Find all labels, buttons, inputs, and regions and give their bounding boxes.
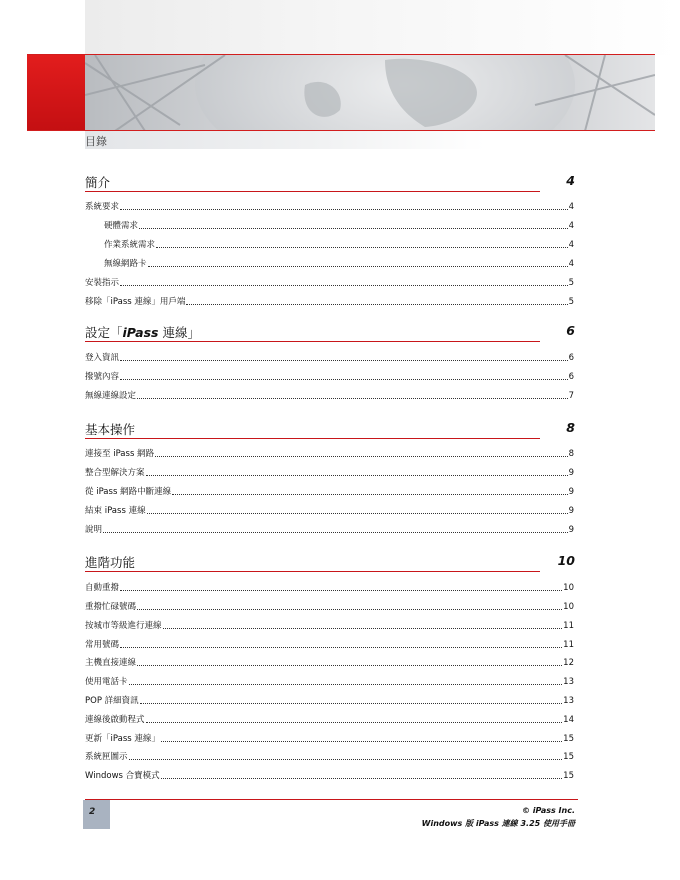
- toc-entry[interactable]: [85, 486, 574, 498]
- toc-label-strip: [85, 131, 485, 149]
- toc-entry-page: 13: [563, 677, 574, 687]
- toc-entry[interactable]: [85, 714, 574, 726]
- section-heading-intro[interactable]: [85, 173, 575, 189]
- toc-entry[interactable]: [85, 505, 574, 517]
- toc-leader-dots: [139, 228, 568, 229]
- toc-entry-label: 系統要求: [85, 202, 120, 212]
- toc-leader-dots: [140, 703, 563, 704]
- toc-entry-page: 13: [563, 696, 574, 706]
- toc-entry[interactable]: [85, 390, 574, 402]
- toc-entry-label: POP 詳細資訊: [85, 696, 139, 706]
- toc-entry[interactable]: [85, 733, 574, 745]
- toc-entry-label: 系統匣圖示: [85, 752, 128, 762]
- toc-leader-dots: [120, 590, 562, 591]
- toc-leader-dots: [172, 494, 568, 495]
- toc-leader-dots: [163, 628, 563, 629]
- toc-leader-dots: [137, 609, 562, 610]
- toc-entry[interactable]: [85, 676, 574, 688]
- toc-leader-dots: [156, 247, 568, 248]
- toc-entry-label: 安裝指示: [85, 278, 120, 288]
- section-heading-advanced[interactable]: [85, 553, 575, 569]
- toc-entry-page: 11: [563, 640, 574, 650]
- toc-entry-page: 14: [563, 715, 574, 725]
- toc-leader-dots: [148, 266, 568, 267]
- toc-entry-label: 無線網路卡: [104, 259, 147, 269]
- toc-entry[interactable]: [85, 352, 574, 364]
- toc-entry[interactable]: [104, 239, 574, 251]
- toc-entry[interactable]: [85, 639, 574, 651]
- toc-entry[interactable]: [85, 620, 574, 632]
- toc-entry-label: 整合型解決方案: [85, 468, 145, 478]
- toc-entry-page: 10: [563, 583, 574, 593]
- page-number-box: [83, 800, 110, 829]
- toc-entry-label: 無線連線設定: [85, 391, 137, 401]
- toc-entry-label: 更新「iPass 連線」: [85, 734, 160, 744]
- toc-entry[interactable]: [85, 582, 574, 594]
- section-page-number: 4: [566, 173, 575, 188]
- toc-heading: 目錄: [85, 135, 107, 148]
- toc-leader-dots: [129, 684, 563, 685]
- toc-entry-label: Windows 合寶模式: [85, 771, 160, 781]
- toc-entry-label: 連接至 iPass 網路: [85, 449, 155, 459]
- toc-entry-label: 按城市等級進行連線: [85, 621, 162, 631]
- section-rule: [85, 571, 540, 572]
- toc-leader-dots: [186, 304, 567, 305]
- toc-entry-label: 從 iPass 網路中斷連線: [85, 487, 172, 497]
- toc-entry-label: 結束 iPass 連線: [85, 506, 146, 516]
- toc-entry-page: 5: [568, 278, 574, 288]
- section-page-number: 10: [557, 553, 575, 568]
- toc-leader-dots: [129, 759, 563, 760]
- toc-entry[interactable]: [85, 277, 574, 289]
- toc-leader-dots: [120, 647, 562, 648]
- section-heading-basics[interactable]: [85, 420, 575, 436]
- toc-leader-dots: [103, 532, 568, 533]
- toc-entry[interactable]: [104, 220, 574, 232]
- toc-entry[interactable]: [85, 467, 574, 479]
- footer-copyright: © iPass Inc.: [521, 806, 575, 815]
- toc-entry-page: 7: [568, 391, 574, 401]
- toc-entry-page: 9: [568, 468, 574, 478]
- section-title-suffix: 連線」: [158, 325, 200, 340]
- section-title: 簡介: [85, 175, 111, 190]
- section-page-number: 6: [566, 323, 575, 338]
- toc-entry-page: 4: [568, 202, 574, 212]
- toc-entry[interactable]: [85, 657, 574, 669]
- toc-entry-page: 5: [568, 297, 574, 307]
- toc-entry-label: 自動重撥: [85, 583, 120, 593]
- footer-rule: [85, 799, 578, 800]
- toc-entry-page: 9: [568, 506, 574, 516]
- section-heading-setup[interactable]: [85, 323, 575, 339]
- toc-entry[interactable]: [85, 770, 574, 782]
- toc-entry-page: 6: [568, 353, 574, 363]
- toc-entry[interactable]: [85, 524, 574, 536]
- toc-entry-label: 重撥忙碌號碼: [85, 602, 137, 612]
- toc-entry-label: 使用電話卡: [85, 677, 128, 687]
- toc-entry-label: 登入資訊: [85, 353, 120, 363]
- toc-entry-label: 撥號內容: [85, 372, 120, 382]
- toc-leader-dots: [161, 741, 562, 742]
- toc-entry[interactable]: [85, 296, 574, 308]
- toc-entry-page: 12: [563, 658, 574, 668]
- section-title: 進階功能: [85, 555, 136, 570]
- toc-entry-page: 9: [568, 525, 574, 535]
- toc-entry-page: 9: [568, 487, 574, 497]
- header-red-block: [27, 55, 85, 131]
- toc-entry-label: 主機直接連線: [85, 658, 137, 668]
- section-rule: [85, 191, 540, 192]
- toc-entry-page: 10: [563, 602, 574, 612]
- toc-entry[interactable]: [85, 695, 574, 707]
- section-rule: [85, 438, 540, 439]
- toc-leader-dots: [146, 475, 568, 476]
- toc-entry-page: 15: [563, 734, 574, 744]
- toc-entry[interactable]: [104, 258, 574, 270]
- toc-leader-dots: [161, 778, 563, 779]
- toc-entry-page: 4: [568, 259, 574, 269]
- toc-entry-page: 8: [568, 449, 574, 459]
- toc-leader-dots: [120, 285, 568, 286]
- toc-leader-dots: [137, 398, 568, 399]
- toc-entry[interactable]: [85, 601, 574, 613]
- page-number: 2: [89, 807, 96, 817]
- toc-entry-label: 作業系統需求: [104, 240, 156, 250]
- section-title-prefix: 設定「: [85, 325, 123, 340]
- toc-entry-label: 硬體需求: [104, 221, 139, 231]
- toc-entry-label: 常用號碼: [85, 640, 120, 650]
- toc-entry-page: 4: [568, 240, 574, 250]
- toc-leader-dots: [146, 722, 563, 723]
- section-title: [85, 323, 200, 341]
- section-rule: [85, 341, 540, 342]
- toc-entry-label: 說明: [85, 525, 103, 535]
- section-title-brand: iPass: [122, 325, 159, 340]
- globe-illustration: [85, 55, 655, 131]
- toc-leader-dots: [120, 379, 568, 380]
- toc-leader-dots: [120, 360, 568, 361]
- toc-leader-dots: [120, 209, 568, 210]
- header-top-strip: [85, 0, 680, 55]
- toc-leader-dots: [155, 456, 568, 457]
- toc-entry-label: 移除「iPass 連線」用戶端: [85, 297, 186, 307]
- toc-entry[interactable]: [85, 201, 574, 213]
- toc-entry-page: 15: [563, 752, 574, 762]
- toc-entry[interactable]: [85, 371, 574, 383]
- toc-entry-page: 11: [563, 621, 574, 631]
- footer-manual-title: Windows 版 iPass 連線 3.25 使用手冊: [421, 819, 575, 828]
- toc-entry-page: 4: [568, 221, 574, 231]
- section-page-number: 8: [566, 420, 575, 435]
- toc-entry-page: 6: [568, 372, 574, 382]
- header-top-rule: [27, 54, 655, 55]
- header-globe-image: [85, 55, 655, 131]
- section-title: 基本操作: [85, 422, 136, 437]
- toc-leader-dots: [137, 665, 562, 666]
- toc-leader-dots: [147, 513, 568, 514]
- toc-entry[interactable]: [85, 448, 574, 460]
- toc-entry-page: 15: [563, 771, 574, 781]
- toc-entry[interactable]: [85, 751, 574, 763]
- toc-entry-label: 連線後啟動程式: [85, 715, 145, 725]
